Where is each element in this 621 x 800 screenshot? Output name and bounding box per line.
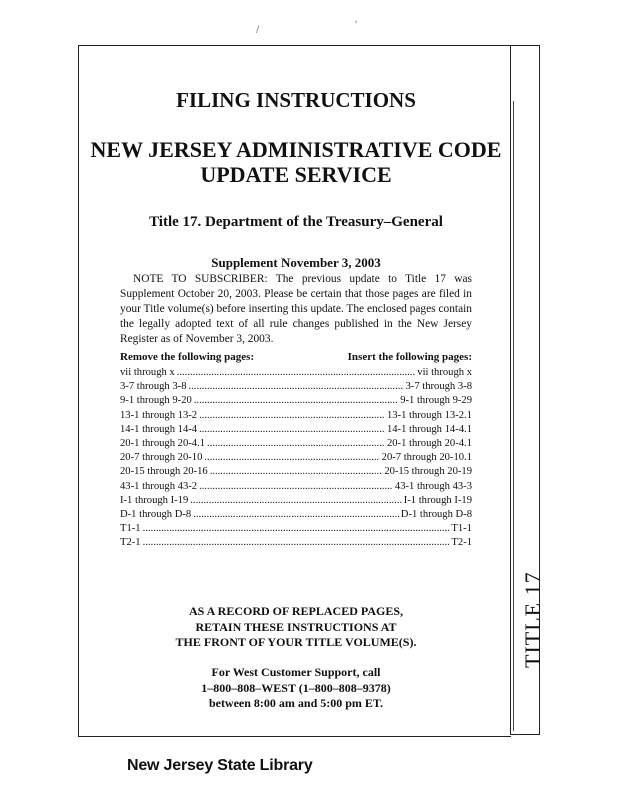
subscriber-note: NOTE TO SUBSCRIBER: The previous update to Title 17 was Supplement October 20, 2003. Please be certain that those pages are filed in your Title volume(s) before inserting this update. The enclosed pages contain the legally adopted text of all rule changes published in the New Jersey Register as of November 3, 2003. xyxy=(120,273,472,345)
remove-pages: D-1 through D-8 xyxy=(120,508,192,520)
insert-pages: 3-7 through 3-8 xyxy=(405,381,472,393)
insert-pages: 20-1 through 20-4.1 xyxy=(386,437,472,449)
dot-leader xyxy=(207,437,385,451)
retain-instructions xyxy=(82,604,510,651)
scan-mark: / xyxy=(256,22,260,36)
insert-pages: D-1 through D-8 xyxy=(400,508,472,520)
list-row xyxy=(120,366,472,380)
remove-pages: 20-15 through 20-16 xyxy=(120,466,208,478)
dot-leader xyxy=(199,409,385,423)
list-row xyxy=(120,536,472,550)
list-row xyxy=(120,437,472,451)
retain-line: THE FRONT OF YOUR TITLE VOLUME(S). xyxy=(175,635,417,649)
remove-pages: 9-1 through 9-20 xyxy=(120,395,192,407)
dot-leader xyxy=(189,380,404,394)
remove-pages: 43-1 through 43-2 xyxy=(120,480,198,492)
remove-pages: T1-1 xyxy=(120,523,141,535)
remove-pages: 13-1 through 13-2 xyxy=(120,409,198,421)
code-title-line2: UPDATE SERVICE xyxy=(200,162,392,187)
list-row xyxy=(120,451,472,465)
remove-pages: 20-1 through 20-4.1 xyxy=(120,437,206,449)
list-row xyxy=(120,394,472,408)
retain-line: RETAIN THESE INSTRUCTIONS AT xyxy=(195,619,397,634)
remove-pages: T2-1 xyxy=(120,537,141,549)
insert-pages: 43-1 through 43-3 xyxy=(394,480,472,492)
dot-leader xyxy=(190,494,401,508)
dot-leader xyxy=(204,451,379,465)
title-line: Title 17. Department of the Treasury–General xyxy=(149,214,443,230)
supplement-date: Supplement November 3, 2003 xyxy=(211,255,381,270)
list-row xyxy=(120,522,472,536)
list-row xyxy=(120,409,472,423)
scan-mark: , xyxy=(355,14,358,24)
list-row xyxy=(120,494,472,508)
support-line: For West Customer Support, call xyxy=(211,665,381,679)
remove-pages: I-1 through I-19 xyxy=(120,494,189,506)
insert-pages: 20-7 through 20-10.1 xyxy=(381,452,472,464)
list-row xyxy=(120,480,472,494)
dot-leader xyxy=(177,366,416,380)
insert-pages: 20-15 through 20-19 xyxy=(384,466,472,478)
insert-pages: T1-1 xyxy=(451,523,472,535)
tab-label: TITLE 17 xyxy=(520,571,545,668)
insert-pages: 13-1 through 13-2.1 xyxy=(386,409,472,421)
insert-header: Insert the following pages: xyxy=(347,351,472,363)
dot-leader xyxy=(199,423,385,437)
code-title-line1: NEW JERSEY ADMINISTRATIVE CODE xyxy=(90,137,502,162)
insert-pages: vii through x xyxy=(417,367,472,378)
dot-leader xyxy=(210,465,383,479)
list-row xyxy=(120,380,472,394)
support-line: between 8:00 am and 5:00 pm ET. xyxy=(208,696,384,710)
insert-pages: I-1 through I-19 xyxy=(403,494,472,506)
customer-support xyxy=(82,665,510,712)
insert-pages: T2-1 xyxy=(451,537,472,549)
support-line: 1–800–808–WEST (1–800–808–9378) xyxy=(201,680,391,695)
page-list xyxy=(120,366,472,550)
remove-pages: 14-1 through 14-4 xyxy=(120,423,198,435)
dot-leader xyxy=(143,536,450,550)
dot-leader xyxy=(199,480,393,494)
page-title: FILING INSTRUCTIONS xyxy=(176,88,416,112)
remove-header: Remove the following pages: xyxy=(120,351,255,363)
dot-leader xyxy=(194,394,398,408)
list-row xyxy=(120,423,472,437)
insert-pages: 14-1 through 14-4.1 xyxy=(386,423,472,435)
list-row xyxy=(120,508,472,522)
remove-pages: 20-7 through 20-10 xyxy=(120,452,203,464)
insert-pages: 9-1 through 9-29 xyxy=(400,395,472,407)
list-header xyxy=(120,351,472,363)
remove-pages: 3-7 through 3-8 xyxy=(120,381,187,393)
library-stamp: New Jersey State Library xyxy=(127,757,313,774)
dot-leader xyxy=(143,522,450,536)
retain-line: AS A RECORD OF REPLACED PAGES, xyxy=(188,604,404,618)
list-row xyxy=(120,465,472,479)
dot-leader xyxy=(193,508,399,522)
remove-pages: vii through x xyxy=(120,367,175,378)
